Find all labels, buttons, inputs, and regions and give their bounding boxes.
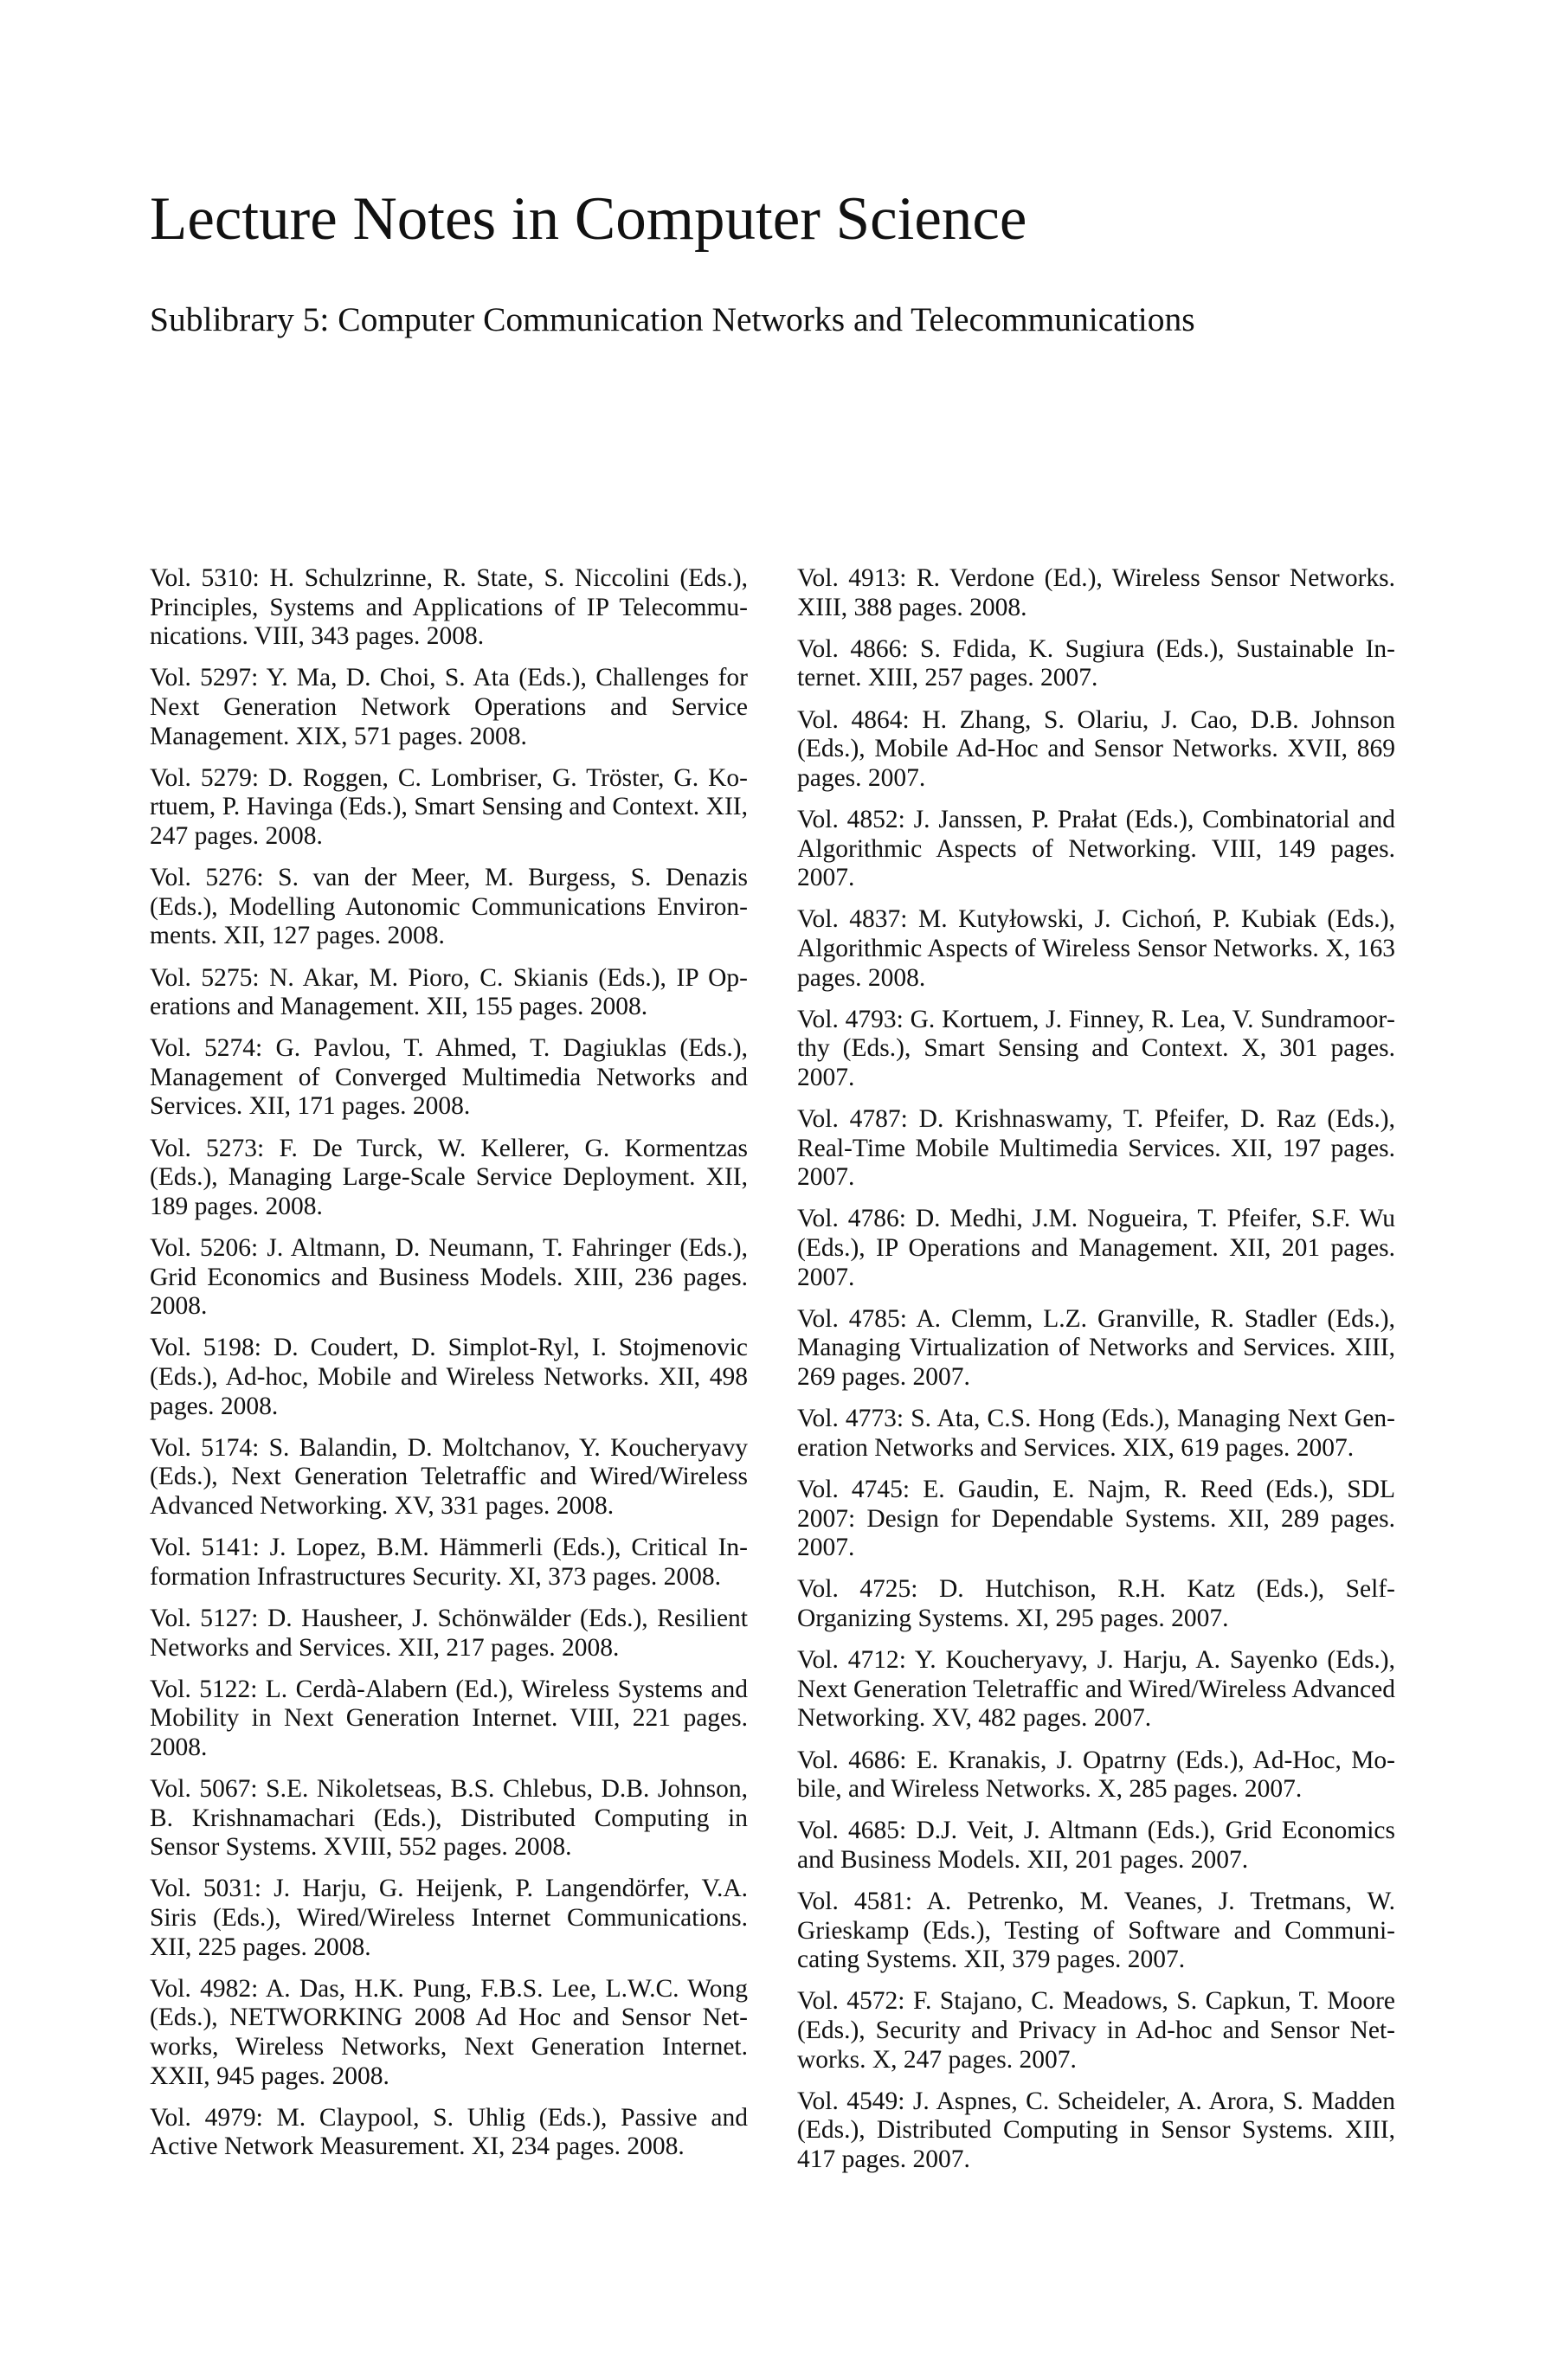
volume-entry: Vol. 5198: D. Coudert, D. Simplot-Ryl, I. Stojmenovic (Eds.), Ad-hoc, Mobile and Wireless Networks. XII, 498 pages. 2008. (150, 1334, 748, 1420)
page-title: Lecture Notes in Computer Science (150, 185, 1027, 253)
volume-entry: Vol. 5276: S. van der Meer, M. Burgess, S. Denazis (Eds.), Modelling Autonomic Communications Environments. XII, 127 pages. 2008. (150, 864, 748, 950)
volume-list-left (150, 564, 748, 2175)
volume-entry: Vol. 5174: S. Balandin, D. Moltchanov, Y. Koucheryavy (Eds.), Next Generation Teletraffic and Wired/Wireless Advanced Networking. XV, 331 pages. 2008. (150, 1433, 748, 1520)
volume-entry: Vol. 5127: D. Hausheer, J. Schönwälder (Eds.), Resilient Networks and Services. XII, 217 pages. 2008. (150, 1604, 748, 1662)
volume-entry: Vol. 5273: F. De Turck, W. Kellerer, G. Kormentzas (Eds.), Managing Large-Scale Service Deployment. XII, 189 pages. 2008. (150, 1134, 748, 1220)
volume-entry: Vol. 4773: S. Ata, C.S. Hong (Eds.), Managing Next Generation Networks and Services. XIX, 619 pages. 2007. (797, 1405, 1395, 1462)
volume-entry: Vol. 4982: A. Das, H.K. Pung, F.B.S. Lee, L.W.C. Wong (Eds.), NETWORKING 2008 Ad Hoc and Sensor Networks, Wireless Networks, Next Generation Internet. XXII, 945 pages. 2008. (150, 1974, 748, 2090)
volume-entry: Vol. 5310: H. Schulzrinne, R. State, S. Niccolini (Eds.), Principles, Systems and Applications of IP Telecommunications. VIII, 343 pages. 2008. (150, 564, 748, 651)
volume-entry: Vol. 5275: N. Akar, M. Pioro, C. Skianis (Eds.), IP Operations and Management. XII, 155 pages. 2008. (150, 963, 748, 1021)
volume-list-right (797, 564, 1395, 2187)
volume-entry: Vol. 4786: D. Medhi, J.M. Nogueira, T. Pfeifer, S.F. Wu (Eds.), IP Operations and Management. XII, 201 pages. 2007. (797, 1205, 1395, 1291)
volume-entry: Vol. 4913: R. Verdone (Ed.), Wireless Sensor Networks. XIII, 388 pages. 2008. (797, 564, 1395, 621)
volume-entry: Vol. 4866: S. Fdida, K. Sugiura (Eds.), Sustainable Internet. XIII, 257 pages. 2007. (797, 634, 1395, 692)
volume-entry: Vol. 4864: H. Zhang, S. Olariu, J. Cao, D.B. Johnson (Eds.), Mobile Ad-Hoc and Sensor Networks. XVII, 869 pages. 2007. (797, 705, 1395, 792)
volume-entry: Vol. 5031: J. Harju, G. Heijenk, P. Langendörfer, V.A. Siris (Eds.), Wired/Wireless Internet Communications. XII, 225 pages. 2008. (150, 1875, 748, 1961)
volume-entry: Vol. 4793: G. Kortuem, J. Finney, R. Lea, V. Sundramoorthy (Eds.), Smart Sensing and Context. X, 301 pages. 2007. (797, 1005, 1395, 1091)
volume-entry: Vol. 5122: L. Cerdà-Alabern (Ed.), Wireless Systems and Mobility in Next Generation Internet. VIII, 221 pages. 2008. (150, 1675, 748, 1761)
volume-entry: Vol. 5279: D. Roggen, C. Lombriser, G. Tröster, G. Kortuem, P. Havinga (Eds.), Smart Sensing and Context. XII, 247 pages. 2008. (150, 763, 748, 850)
volume-entry: Vol. 4837: M. Kutyłowski, J. Cichoń, P. Kubiak (Eds.), Algorithmic Aspects of Wireless Sensor Networks. X, 163 pages. 2008. (797, 905, 1395, 992)
volume-entry: Vol. 5206: J. Altmann, D. Neumann, T. Fahringer (Eds.), Grid Economics and Business Models. XIII, 236 pages. 2008. (150, 1234, 748, 1321)
volume-entry: Vol. 4745: E. Gaudin, E. Najm, R. Reed (Eds.), SDL 2007: Design for Dependable Systems. XII, 289 pages. 2007. (797, 1475, 1395, 1562)
volume-entry: Vol. 5067: S.E. Nikoletseas, B.S. Chlebus, D.B. Johnson, B. Krishnamachari (Eds.), Distributed Computing in Sensor Systems. XVIII, 552 pages. 2008. (150, 1775, 748, 1862)
volume-entry: Vol. 4712: Y. Koucheryavy, J. Harju, A. Sayenko (Eds.), Next Generation Teletraffic and Wired/Wireless Advanced Networking. XV, 482 pages. 2007. (797, 1646, 1395, 1733)
volume-entry: Vol. 4979: M. Claypool, S. Uhlig (Eds.), Passive and Active Network Measurement. XI, 234 pages. 2008. (150, 2103, 748, 2161)
volume-entry: Vol. 4549: J. Aspnes, C. Scheideler, A. Arora, S. Madden (Eds.), Distributed Computing in Sensor Systems. XIII, 417 pages. 2007. (797, 2087, 1395, 2173)
volume-entry: Vol. 4787: D. Krishnaswamy, T. Pfeifer, D. Raz (Eds.), Real-Time Mobile Multimedia Services. XII, 197 pages. 2007. (797, 1105, 1395, 1192)
volume-entry: Vol. 5274: G. Pavlou, T. Ahmed, T. Dagiuklas (Eds.), Management of Converged Multimedia Networks and Services. XII, 171 pages. 2008. (150, 1034, 748, 1121)
volume-entry: Vol. 4581: A. Petrenko, M. Veanes, J. Tretmans, W. Grieskamp (Eds.), Testing of Software and Communicating Systems. XII, 379 pages. 2007. (797, 1888, 1395, 1974)
page-subtitle: Sublibrary 5: Computer Communication Networks and Telecommunications (150, 300, 1195, 338)
volume-entry: Vol. 4785: A. Clemm, L.Z. Granville, R. Stadler (Eds.), Managing Virtualization of Networks and Services. XIII, 269 pages. 2007. (797, 1304, 1395, 1391)
volume-entry: Vol. 4572: F. Stajano, C. Meadows, S. Capkun, T. Moore (Eds.), Security and Privacy in Ad-hoc and Sensor Networks. X, 247 pages. 2007. (797, 1987, 1395, 2074)
volume-entry: Vol. 4685: D.J. Veit, J. Altmann (Eds.), Grid Economics and Business Models. XII, 201 pages. 2007. (797, 1817, 1395, 1874)
volume-entry: Vol. 5141: J. Lopez, B.M. Hämmerli (Eds.), Critical Information Infrastructures Security. XI, 373 pages. 2008. (150, 1534, 748, 1591)
volume-entry: Vol. 4686: E. Kranakis, J. Opatrny (Eds.), Ad-Hoc, Mobile, and Wireless Networks. X, 285 pages. 2007. (797, 1746, 1395, 1804)
volume-entry: Vol. 5297: Y. Ma, D. Choi, S. Ata (Eds.), Challenges for Next Generation Network Operations and Service Management. XIX, 571 pages. 2008. (150, 664, 748, 750)
volume-entry: Vol. 4852: J. Janssen, P. Prałat (Eds.), Combinatorial and Algorithmic Aspects of Networking. VIII, 149 pages. 2007. (797, 805, 1395, 892)
volume-entry: Vol. 4725: D. Hutchison, R.H. Katz (Eds.), Self-Organizing Systems. XI, 295 pages. 2007. (797, 1575, 1395, 1632)
